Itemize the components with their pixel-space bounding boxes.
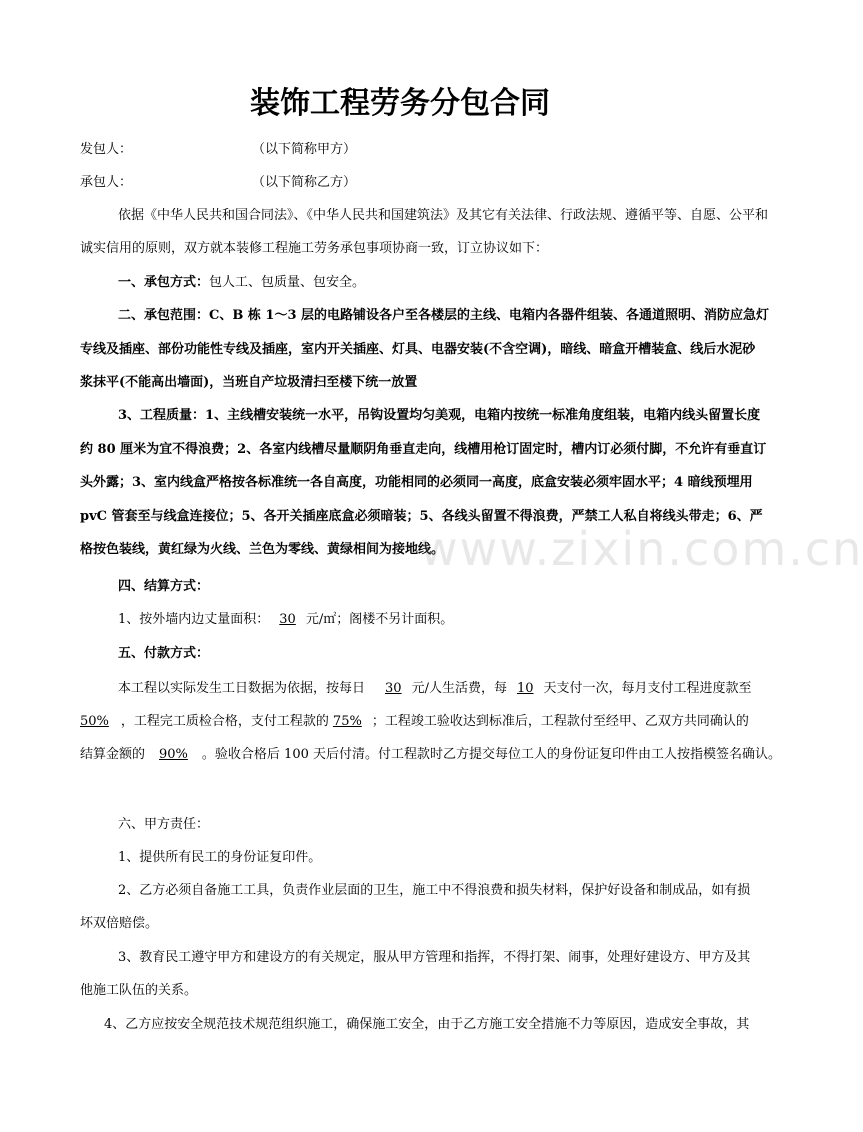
section-4-suffix: 元/㎡；阁楼不另计面积。 <box>305 612 454 627</box>
section-6-item-2-cont: 坏双倍赔偿。 <box>80 916 159 931</box>
section-5-text-a: 本工程以实际发生工日数据为依据，按每日 <box>118 681 366 696</box>
completion-pct-value: 75% <box>332 714 362 729</box>
section-3-line-5: 格按色装线，黄红绿为火线、兰色为零线、黄绿相间为接地线。 <box>80 542 445 557</box>
area-price-value: 30 <box>279 612 296 627</box>
section-5-text-e: ；工程竣工验收达到标准后，工程款付至经甲、乙双方共同确认的 <box>371 714 749 729</box>
section-4-heading: 四、结算方式： <box>118 579 210 594</box>
contractor-label: 承包人： <box>80 175 133 190</box>
section-3-line-1: 3、工程质量：1、主线槽安装统一水平，吊钩设置均匀美观，电箱内按统一标准角度组装，电箱内线头留置长度 <box>118 408 761 423</box>
document-title: 装饰工程劳务分包合同 <box>250 86 550 121</box>
section-6-item-3-cont: 他施工队伍的关系。 <box>80 983 198 998</box>
preamble-line-2: 诚实信用的原则，双方就本装修工程施工劳务承包事项协商一致，订立协议如下： <box>80 241 549 256</box>
section-5-line-3 <box>80 746 781 763</box>
section-4-prefix: 1、按外墙内边丈量面积： <box>118 612 270 627</box>
payment-days-value: 10 <box>516 681 534 696</box>
section-5-text-b: 元/人生活费，每 <box>411 681 507 696</box>
section-4-line <box>118 611 453 628</box>
section-1-text: 包人工、包质量、包安全。 <box>209 275 366 290</box>
section-3-line-3: 头外露；3、室内线盒严格按各标准统一各自高度，功能相同的必须同一高度，底盒安装必须牢固水平；4 暗线预埋用 <box>80 475 753 490</box>
living-fee-value: 30 <box>385 681 402 696</box>
contractor-note: （以下简称乙方） <box>252 175 357 190</box>
progress-pct-value: 50% <box>80 714 109 729</box>
site-watermark: www.zixin.com.cn <box>420 522 863 576</box>
section-1-heading: 一、承包方式： <box>118 275 210 290</box>
final-pct-value: 90% <box>159 747 188 762</box>
section-3-line-4: pvC 管套至与线盒连接位；5、各开关插座底盒必须暗装；5、各线头留置不得浪费，严禁工人私自将线头带走；6、严 <box>80 509 763 524</box>
preamble-line-1: 依据《中华人民共和国合同法》、《中华人民共和国建筑法》及其它有关法律、行政法规、遵循平等、自愿、公平和 <box>118 208 769 223</box>
employer-note: （以下简称甲方） <box>252 142 357 157</box>
section-1 <box>118 274 365 291</box>
section-6-item-4: 4、乙方应按安全规范技术规范组织施工，确保施工安全，由于乙方施工安全措施不力等原因，造成安全事故，其 <box>104 1017 750 1032</box>
section-2-line-1 <box>118 307 769 324</box>
section-6-item-3: 3、教育民工遵守甲方和建设方的有关规定，服从甲方管理和指挥，不得打架、闹事，处理好建设方、甲方及其 <box>118 950 751 965</box>
section-2-line-2: 专线及插座、部份功能性专线及插座，室内开关插座、灯具、电器安装(不含空调)，暗线、暗盒开槽装盒、线后水泥砂 <box>80 342 756 357</box>
section-5-text-d: ，工程完工质检合格，支付工程款的 <box>120 714 329 729</box>
section-5-line-2 <box>80 713 749 730</box>
section-6-item-2: 2、乙方必须自备施工工具，负责作业层面的卫生，施工中不得浪费和损失材料，保护好设备和制成品，如有损 <box>118 883 751 898</box>
contractor-line <box>80 174 357 191</box>
section-5-text-c: 天支付一次，每月支付工程进度款至 <box>543 681 752 696</box>
employer-label: 发包人： <box>80 142 133 157</box>
section-5-text-f: 结算金额的 <box>80 747 146 762</box>
section-3-line-2: 约 80 厘米为宜不得浪费；2、各室内线槽尽量顺阴角垂直走向，线槽用枪订固定时，槽内订必须付脚，不允许有垂直订 <box>80 442 767 457</box>
section-5-text-g: 。验收合格后 100 天后付清。付工程款时乙方提交每位工人的身份证复印件由工人按指模签名确认。 <box>201 747 782 762</box>
section-6-heading: 六、甲方责任： <box>118 817 210 832</box>
employer-line <box>80 141 357 158</box>
section-6-item-1: 1、提供所有民工的身份证复印件。 <box>118 850 322 865</box>
section-2-line-3: 浆抹平(不能高出墙面)，当班自产垃圾清扫至楼下统一放置 <box>80 375 418 390</box>
section-5-line-1 <box>118 680 752 697</box>
section-5-heading: 五、付款方式： <box>118 646 210 661</box>
section-2-heading: 二、承包范围： <box>118 308 210 323</box>
section-2-text-1: C、B 栋 1～3 层的电路铺设各户至各楼层的主线、电箱内各器件组装、各通道照明、消防应急灯 <box>209 308 770 323</box>
